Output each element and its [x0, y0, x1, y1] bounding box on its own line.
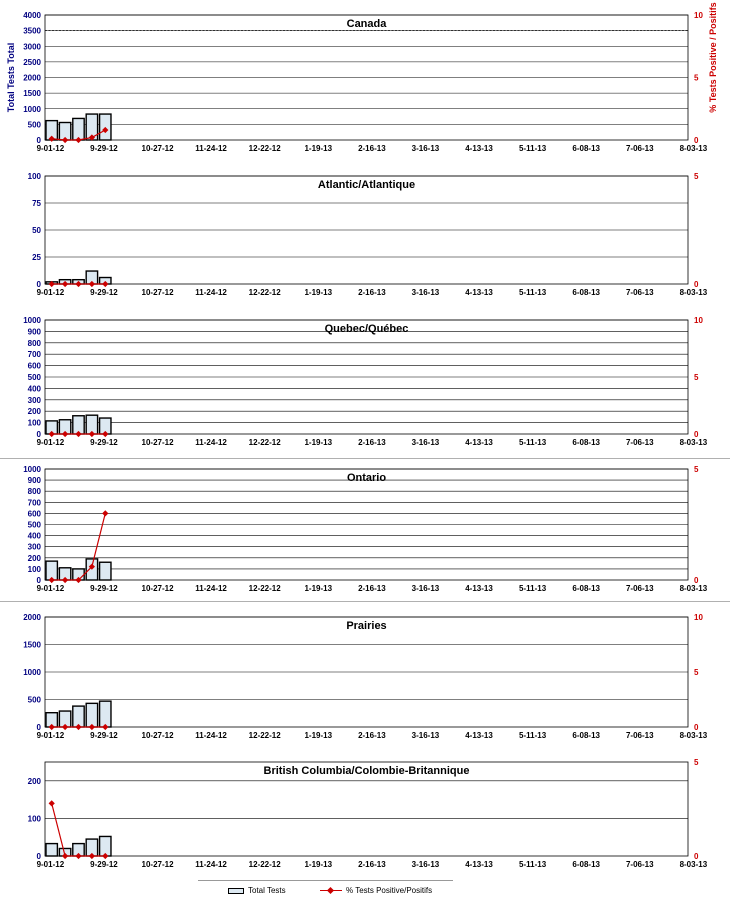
x-tick-label: 4-13-13 [465, 860, 493, 869]
x-tick-label: 2-16-13 [358, 731, 386, 740]
x-tick-label: 5-11-13 [519, 438, 547, 447]
y-axis-title: Total Tests Total [6, 42, 16, 113]
x-tick-label: 3-16-13 [411, 288, 440, 297]
chart-panel [23, 613, 707, 740]
x-tick-label: 12-22-12 [248, 731, 281, 740]
y-tick-label: 2500 [23, 57, 41, 67]
legend-label-percent-positive: % Tests Positive/Positifs [346, 886, 433, 895]
x-tick-label: 4-13-13 [465, 438, 493, 447]
x-tick-label: 11-24-12 [195, 731, 227, 740]
x-tick-label: 3-16-13 [411, 584, 440, 593]
x-tick-label: 4-13-13 [465, 731, 493, 740]
y2-tick-label: 10 [694, 613, 703, 622]
x-tick-label: 12-22-12 [248, 584, 281, 593]
x-tick-label: 10-27-12 [141, 860, 174, 869]
y-tick-label: 500 [27, 373, 41, 382]
x-tick-label: 9-01-12 [36, 288, 65, 297]
x-tick-label: 10-27-12 [141, 584, 174, 593]
y-tick-label: 0 [36, 852, 41, 861]
x-tick-label: 1-19-13 [304, 731, 333, 740]
x-tick-label: 3-16-13 [411, 144, 440, 153]
bar [46, 844, 57, 856]
chart-panel [23, 316, 707, 447]
chart-title: Canada [346, 18, 387, 30]
x-tick-label: 11-24-12 [195, 438, 227, 447]
x-tick-label: 12-22-12 [248, 288, 281, 297]
legend-bar-swatch [228, 888, 244, 894]
y-tick-label: 50 [32, 226, 41, 235]
x-tick-label: 7-06-13 [625, 584, 654, 593]
x-tick-label: 8-03-13 [679, 731, 708, 740]
x-tick-label: 2-16-13 [358, 288, 386, 297]
x-tick-label: 1-19-13 [304, 860, 333, 869]
y2-tick-label: 0 [694, 723, 699, 732]
y2-tick-label: 5 [694, 758, 699, 767]
y-tick-label: 200 [27, 776, 41, 786]
y-tick-label: 2000 [23, 73, 41, 83]
y2-tick-label: 0 [694, 576, 699, 585]
y-tick-label: 0 [36, 280, 41, 289]
panel-separator [0, 601, 730, 602]
x-tick-label: 9-29-12 [90, 288, 118, 297]
x-tick-label: 7-06-13 [625, 860, 654, 869]
chart-panel [28, 172, 708, 297]
x-tick-label: 6-08-13 [572, 584, 600, 593]
x-tick-label: 5-11-13 [519, 144, 547, 153]
y-tick-label: 100 [27, 172, 41, 181]
x-tick-label: 10-27-12 [141, 288, 174, 297]
x-tick-label: 1-19-13 [304, 584, 333, 593]
y-tick-label: 400 [27, 531, 41, 541]
x-tick-label: 5-11-13 [519, 731, 547, 740]
legend-line-swatch [320, 888, 342, 894]
x-tick-label: 1-19-13 [304, 144, 333, 153]
y2-tick-label: 0 [694, 430, 699, 439]
y-tick-label: 1000 [23, 316, 41, 325]
y-tick-label: 25 [32, 253, 41, 262]
x-tick-label: 6-08-13 [572, 731, 600, 740]
x-tick-label: 12-22-12 [248, 438, 281, 447]
x-tick-label: 5-11-13 [519, 860, 547, 869]
x-tick-label: 2-16-13 [358, 144, 386, 153]
chart-title: Atlantic/Atlantique [317, 179, 416, 191]
y-tick-label: 1500 [23, 640, 41, 650]
y-tick-label: 800 [27, 487, 41, 497]
x-tick-label: 9-29-12 [90, 144, 118, 153]
x-tick-label: 9-29-12 [90, 438, 118, 447]
x-tick-label: 8-03-13 [679, 438, 708, 447]
x-tick-label: 10-27-12 [141, 144, 174, 153]
x-tick-label: 9-01-12 [36, 584, 65, 593]
y-tick-label: 1000 [23, 465, 41, 474]
x-tick-label: 11-24-12 [195, 860, 227, 869]
y2-tick-label: 10 [694, 316, 703, 325]
y-tick-label: 1000 [23, 668, 41, 677]
x-tick-label: 12-22-12 [248, 144, 281, 153]
x-tick-label: 11-24-12 [195, 584, 227, 593]
x-tick-label: 11-24-12 [195, 144, 227, 153]
y-tick-label: 3500 [23, 26, 41, 36]
bar [100, 701, 111, 727]
y-tick-label: 500 [27, 695, 41, 705]
bar [86, 703, 97, 727]
x-tick-label: 5-11-13 [519, 288, 547, 297]
y2-tick-label: 0 [694, 852, 699, 861]
x-tick-label: 4-13-13 [465, 144, 493, 153]
y-tick-label: 300 [27, 395, 41, 405]
y-tick-label: 600 [27, 509, 41, 519]
y-tick-label: 0 [36, 576, 41, 585]
y-tick-label: 800 [27, 338, 41, 348]
x-tick-label: 4-13-13 [465, 288, 493, 297]
y2-tick-label: 5 [694, 465, 699, 474]
y-tick-label: 100 [27, 418, 41, 428]
x-tick-label: 11-24-12 [195, 288, 227, 297]
x-tick-label: 6-08-13 [572, 860, 600, 869]
y-tick-label: 500 [27, 120, 41, 130]
bar [73, 118, 84, 140]
x-tick-label: 8-03-13 [679, 144, 708, 153]
x-tick-label: 12-22-12 [248, 860, 281, 869]
x-tick-label: 8-03-13 [679, 584, 708, 593]
x-tick-label: 6-08-13 [572, 144, 600, 153]
x-tick-label: 2-16-13 [358, 860, 386, 869]
y-tick-label: 0 [36, 136, 41, 145]
chart-title: British Columbia/Colombie-Britannique [263, 765, 470, 777]
y2-tick-label: 5 [694, 668, 699, 677]
x-tick-label: 6-08-13 [572, 438, 600, 447]
y-tick-label: 700 [27, 498, 41, 508]
y-tick-label: 4000 [23, 11, 41, 20]
y2-tick-label: 10 [694, 11, 703, 20]
y-tick-label: 900 [27, 327, 41, 337]
y2-tick-label: 0 [694, 136, 699, 145]
x-tick-label: 1-19-13 [304, 288, 333, 297]
y-tick-label: 600 [27, 361, 41, 371]
bar [73, 706, 84, 727]
y-tick-label: 75 [32, 199, 41, 208]
y2-axis-title: % Tests Positive / Positifs [708, 2, 718, 113]
chart-title: Ontario [346, 472, 387, 484]
y-tick-label: 1500 [23, 89, 41, 99]
x-tick-label: 9-29-12 [90, 731, 118, 740]
x-tick-label: 5-11-13 [519, 584, 547, 593]
x-tick-label: 10-27-12 [141, 731, 174, 740]
y2-tick-label: 5 [694, 172, 699, 181]
x-tick-label: 3-16-13 [411, 731, 440, 740]
bar [100, 562, 111, 580]
y2-tick-label: 5 [694, 373, 699, 382]
chart-title: Quebec/Québec [324, 323, 409, 335]
line-point [49, 800, 55, 806]
y-tick-label: 700 [27, 350, 41, 360]
legend-item-percent-positive [320, 886, 432, 895]
x-tick-label: 8-03-13 [679, 860, 708, 869]
line-point [102, 510, 108, 516]
y-tick-label: 900 [27, 476, 41, 486]
chart-title: Prairies [346, 620, 387, 632]
x-tick-label: 7-06-13 [625, 438, 654, 447]
x-tick-label: 2-16-13 [358, 584, 386, 593]
chart-panel [23, 465, 707, 593]
x-tick-label: 10-27-12 [141, 438, 174, 447]
y2-tick-label: 5 [694, 73, 699, 83]
x-tick-label: 3-16-13 [411, 438, 440, 447]
x-tick-label: 4-13-13 [465, 584, 493, 593]
panel-separator [0, 458, 730, 459]
y-tick-label: 200 [27, 553, 41, 563]
y-tick-label: 2000 [23, 613, 41, 622]
x-tick-label: 6-08-13 [572, 288, 600, 297]
y-tick-label: 400 [27, 384, 41, 394]
x-tick-label: 7-06-13 [625, 144, 654, 153]
y-tick-label: 200 [27, 407, 41, 417]
x-tick-label: 3-16-13 [411, 860, 440, 869]
x-tick-label: 8-03-13 [679, 288, 708, 297]
x-tick-label: 7-06-13 [625, 731, 654, 740]
x-tick-label: 7-06-13 [625, 288, 654, 297]
y-tick-label: 0 [36, 430, 41, 439]
legend-label-total-tests: Total Tests [248, 886, 286, 895]
y-tick-label: 0 [36, 723, 41, 732]
x-tick-label: 9-01-12 [36, 144, 65, 153]
y-tick-label: 500 [27, 520, 41, 530]
x-tick-label: 9-01-12 [36, 731, 65, 740]
chart-panel [28, 758, 708, 869]
legend-item-total-tests [228, 886, 286, 895]
y-tick-label: 100 [27, 814, 41, 824]
y2-tick-label: 0 [694, 280, 699, 289]
x-tick-label: 9-29-12 [90, 860, 118, 869]
x-tick-label: 9-29-12 [90, 584, 118, 593]
y-tick-label: 3000 [23, 42, 41, 52]
x-tick-label: 9-01-12 [36, 860, 65, 869]
y-tick-label: 1000 [23, 104, 41, 114]
x-tick-label: 1-19-13 [304, 438, 333, 447]
chart-legend [198, 880, 453, 899]
y-tick-label: 100 [27, 564, 41, 574]
x-tick-label: 2-16-13 [358, 438, 386, 447]
x-tick-label: 9-01-12 [36, 438, 65, 447]
chart-panel [6, 2, 718, 153]
y-tick-label: 300 [27, 542, 41, 552]
